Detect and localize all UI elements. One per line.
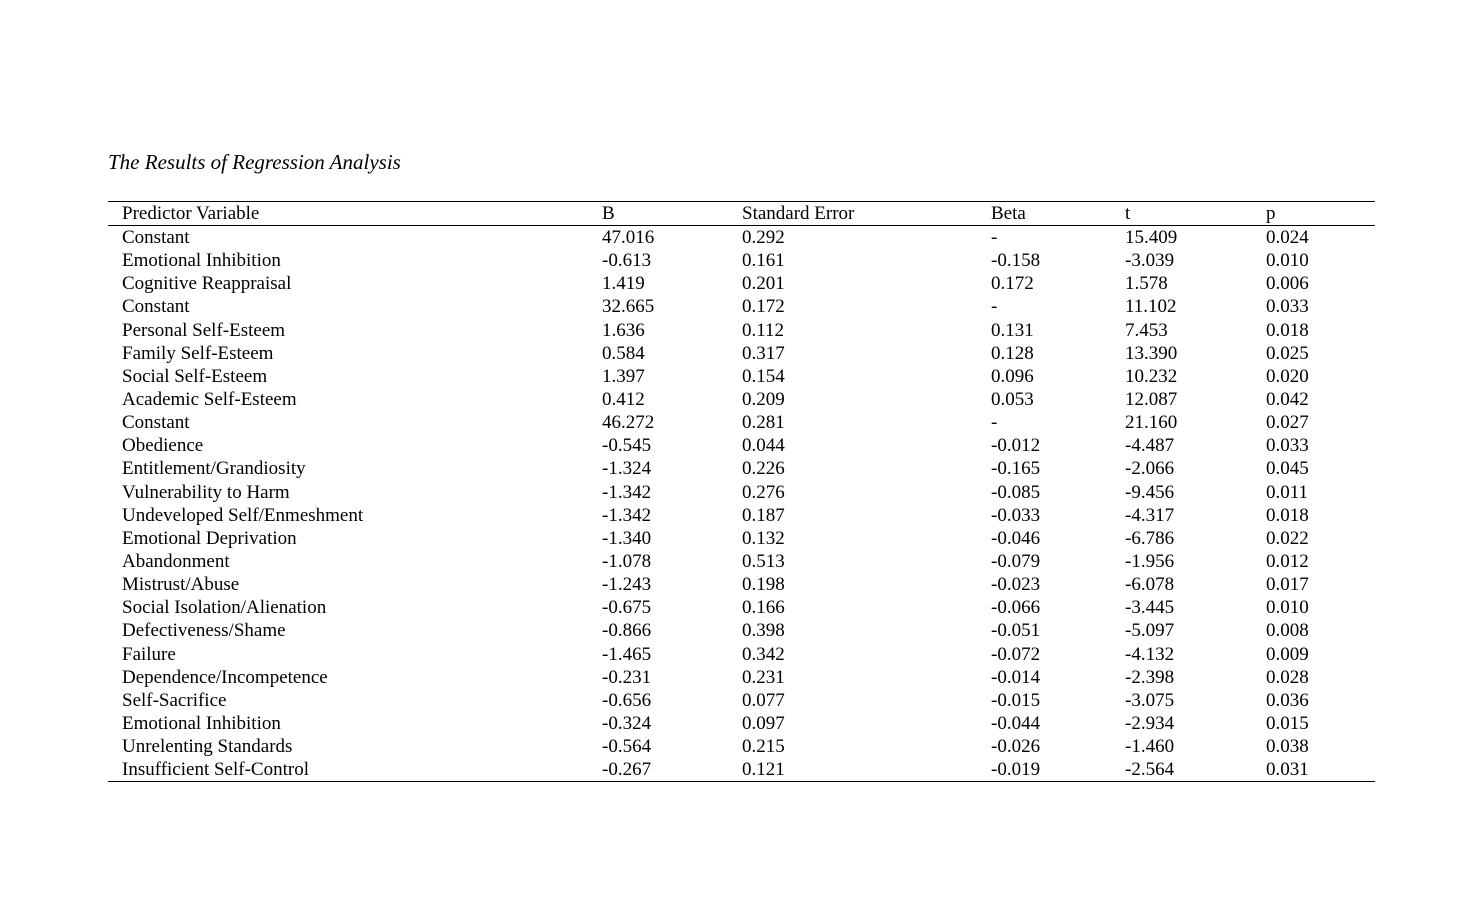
b-cell: -1.342 [602, 481, 652, 503]
b-cell: -0.613 [602, 250, 652, 272]
b-cell: 1.397 [602, 365, 645, 387]
header-t: t [1125, 203, 1131, 224]
beta-cell: 0.096 [991, 365, 1034, 387]
predictor-cell: Personal Self-Esteem [122, 319, 286, 341]
beta-cell: -0.012 [991, 435, 1041, 457]
p-cell: 0.009 [1266, 643, 1309, 665]
beta-cell: -0.033 [991, 504, 1041, 526]
table-row [108, 249, 1375, 272]
header-beta: Beta [991, 203, 1026, 224]
beta-cell: - [991, 412, 998, 434]
predictor-cell: Emotional Inhibition [122, 250, 281, 272]
b-cell: -0.656 [602, 689, 652, 711]
beta-cell: 0.131 [991, 319, 1034, 341]
b-cell: 47.016 [602, 227, 655, 248]
standard-error-cell: 0.398 [742, 620, 785, 642]
header-standard-error: Standard Error [742, 203, 855, 224]
table-row [108, 735, 1375, 758]
table-row [108, 619, 1375, 642]
standard-error-cell: 0.226 [742, 458, 785, 480]
predictor-cell: Defectiveness/Shame [122, 620, 286, 642]
header-p: p [1266, 203, 1276, 224]
p-cell: 0.015 [1266, 712, 1309, 734]
predictor-cell: Academic Self-Esteem [122, 388, 297, 410]
p-cell: 0.031 [1266, 759, 1309, 781]
standard-error-cell: 0.187 [742, 504, 785, 526]
predictor-cell: Social Self-Esteem [122, 365, 268, 387]
predictor-cell: Vulnerability to Harm [122, 481, 290, 503]
b-cell: -1.342 [602, 504, 652, 526]
t-cell: 10.232 [1125, 365, 1178, 387]
b-cell: -1.465 [602, 643, 652, 665]
table-header-row [108, 202, 1375, 226]
t-cell: -2.398 [1125, 666, 1175, 688]
t-cell: 21.160 [1125, 412, 1178, 434]
beta-cell: 0.172 [991, 273, 1034, 295]
standard-error-cell: 0.342 [742, 643, 785, 665]
t-cell: -4.487 [1125, 435, 1175, 457]
p-cell: 0.011 [1266, 481, 1309, 503]
p-cell: 0.010 [1266, 597, 1309, 619]
predictor-cell: Dependence/Incompetence [122, 666, 328, 688]
table-row [108, 573, 1375, 596]
beta-cell: -0.158 [991, 250, 1041, 272]
b-cell: -1.340 [602, 527, 652, 549]
t-cell: -1.956 [1125, 550, 1175, 572]
p-cell: 0.022 [1266, 527, 1309, 549]
p-cell: 0.018 [1266, 319, 1309, 341]
table-row [108, 434, 1375, 457]
p-cell: 0.033 [1266, 296, 1309, 318]
beta-cell: - [991, 296, 998, 318]
beta-cell: - [991, 227, 998, 248]
beta-cell: -0.019 [991, 759, 1041, 781]
p-cell: 0.008 [1266, 620, 1309, 642]
standard-error-cell: 0.276 [742, 481, 785, 503]
table-row [108, 481, 1375, 504]
predictor-cell: Obedience [122, 435, 204, 457]
standard-error-cell: 0.161 [742, 250, 785, 272]
predictor-cell: Emotional Deprivation [122, 527, 297, 549]
predictor-cell: Constant [122, 412, 190, 434]
p-cell: 0.042 [1266, 388, 1309, 410]
standard-error-cell: 0.292 [742, 227, 785, 248]
table-row [108, 527, 1375, 550]
header-b: B [602, 203, 615, 224]
b-cell: 0.412 [602, 388, 645, 410]
t-cell: -6.078 [1125, 574, 1175, 596]
p-cell: 0.045 [1266, 458, 1309, 480]
beta-cell: -0.072 [991, 643, 1041, 665]
standard-error-cell: 0.513 [742, 550, 785, 572]
beta-cell: -0.165 [991, 458, 1041, 480]
b-cell: -0.545 [602, 435, 652, 457]
t-cell: 1.578 [1125, 273, 1168, 295]
table-row [108, 272, 1375, 295]
t-cell: 7.453 [1125, 319, 1168, 341]
regression-table [108, 201, 1375, 782]
b-cell: -0.231 [602, 666, 652, 688]
t-cell: -3.075 [1125, 689, 1175, 711]
predictor-cell: Unrelenting Standards [122, 736, 293, 758]
table-row [108, 457, 1375, 480]
table-row [108, 596, 1375, 619]
b-cell: -1.324 [602, 458, 652, 480]
b-cell: -1.078 [602, 550, 652, 572]
beta-cell: -0.066 [991, 597, 1041, 619]
t-cell: 13.390 [1125, 342, 1178, 364]
beta-cell: -0.023 [991, 574, 1041, 596]
standard-error-cell: 0.281 [742, 412, 785, 434]
beta-cell: -0.015 [991, 689, 1041, 711]
t-cell: -9.456 [1125, 481, 1175, 503]
b-cell: -0.675 [602, 597, 652, 619]
t-cell: -2.934 [1125, 712, 1175, 734]
standard-error-cell: 0.044 [742, 435, 785, 457]
t-cell: -3.445 [1125, 597, 1175, 619]
predictor-cell: Social Isolation/Alienation [122, 597, 327, 619]
p-cell: 0.025 [1266, 342, 1309, 364]
beta-cell: -0.026 [991, 736, 1041, 758]
b-cell: 32.665 [602, 296, 655, 318]
p-cell: 0.028 [1266, 666, 1309, 688]
p-cell: 0.038 [1266, 736, 1309, 758]
standard-error-cell: 0.077 [742, 689, 785, 711]
b-cell: -0.866 [602, 620, 652, 642]
standard-error-cell: 0.121 [742, 759, 785, 781]
table-row [108, 295, 1375, 318]
table-row [108, 388, 1375, 411]
beta-cell: 0.053 [991, 388, 1034, 410]
beta-cell: -0.014 [991, 666, 1041, 688]
p-cell: 0.017 [1266, 574, 1309, 596]
beta-cell: 0.128 [991, 342, 1034, 364]
b-cell: 46.272 [602, 412, 655, 434]
table-row [108, 504, 1375, 527]
predictor-cell: Abandonment [122, 550, 230, 572]
standard-error-cell: 0.112 [742, 319, 785, 341]
b-cell: 1.636 [602, 319, 645, 341]
predictor-cell: Constant [122, 296, 190, 318]
predictor-cell: Undeveloped Self/Enmeshment [122, 504, 364, 526]
t-cell: -5.097 [1125, 620, 1175, 642]
predictor-cell: Constant [122, 227, 190, 248]
t-cell: 15.409 [1125, 227, 1178, 248]
predictor-cell: Emotional Inhibition [122, 712, 281, 734]
t-cell: -6.786 [1125, 527, 1175, 549]
beta-cell: -0.085 [991, 481, 1041, 503]
p-cell: 0.024 [1266, 227, 1309, 248]
p-cell: 0.020 [1266, 365, 1309, 387]
p-cell: 0.027 [1266, 412, 1309, 434]
p-cell: 0.012 [1266, 550, 1309, 572]
t-cell: 11.102 [1125, 296, 1177, 318]
standard-error-cell: 0.231 [742, 666, 785, 688]
standard-error-cell: 0.154 [742, 365, 785, 387]
t-cell: -4.317 [1125, 504, 1175, 526]
b-cell: 1.419 [602, 273, 645, 295]
b-cell: 0.584 [602, 342, 645, 364]
t-cell: -4.132 [1125, 643, 1175, 665]
t-cell: -2.564 [1125, 759, 1175, 781]
table-row [108, 666, 1375, 689]
standard-error-cell: 0.097 [742, 712, 785, 734]
b-cell: -0.564 [602, 736, 652, 758]
standard-error-cell: 0.198 [742, 574, 785, 596]
p-cell: 0.033 [1266, 435, 1309, 457]
t-cell: -1.460 [1125, 736, 1175, 758]
p-cell: 0.006 [1266, 273, 1309, 295]
predictor-cell: Family Self-Esteem [122, 342, 274, 364]
table-row [108, 689, 1375, 712]
table-row [108, 758, 1375, 781]
header-predictor-variable: Predictor Variable [122, 203, 260, 224]
table-row [108, 643, 1375, 666]
predictor-cell: Entitlement/Grandiosity [122, 458, 306, 480]
standard-error-cell: 0.172 [742, 296, 785, 318]
b-cell: -0.324 [602, 712, 652, 734]
table-row [108, 319, 1375, 342]
table-row [108, 550, 1375, 573]
p-cell: 0.036 [1266, 689, 1309, 711]
b-cell: -0.267 [602, 759, 652, 781]
t-cell: -2.066 [1125, 458, 1175, 480]
t-cell: 12.087 [1125, 388, 1178, 410]
table-body [108, 226, 1375, 781]
standard-error-cell: 0.166 [742, 597, 785, 619]
p-cell: 0.010 [1266, 250, 1309, 272]
predictor-cell: Insufficient Self-Control [122, 759, 309, 781]
table-row [108, 365, 1375, 388]
predictor-cell: Self-Sacrifice [122, 689, 227, 711]
table-row [108, 342, 1375, 365]
b-cell: -1.243 [602, 574, 652, 596]
standard-error-cell: 0.215 [742, 736, 785, 758]
table-caption: The Results of Regression Analysis [108, 150, 401, 174]
standard-error-cell: 0.209 [742, 388, 785, 410]
standard-error-cell: 0.132 [742, 527, 785, 549]
predictor-cell: Mistrust/Abuse [122, 574, 240, 596]
table-row [108, 411, 1375, 434]
standard-error-cell: 0.201 [742, 273, 785, 295]
table-row [108, 226, 1375, 249]
predictor-cell: Cognitive Reappraisal [122, 273, 292, 295]
beta-cell: -0.046 [991, 527, 1041, 549]
standard-error-cell: 0.317 [742, 342, 785, 364]
t-cell: -3.039 [1125, 250, 1175, 272]
table-row [108, 712, 1375, 735]
p-cell: 0.018 [1266, 504, 1309, 526]
beta-cell: -0.044 [991, 712, 1041, 734]
beta-cell: -0.051 [991, 620, 1041, 642]
beta-cell: -0.079 [991, 550, 1041, 572]
predictor-cell: Failure [122, 643, 176, 665]
